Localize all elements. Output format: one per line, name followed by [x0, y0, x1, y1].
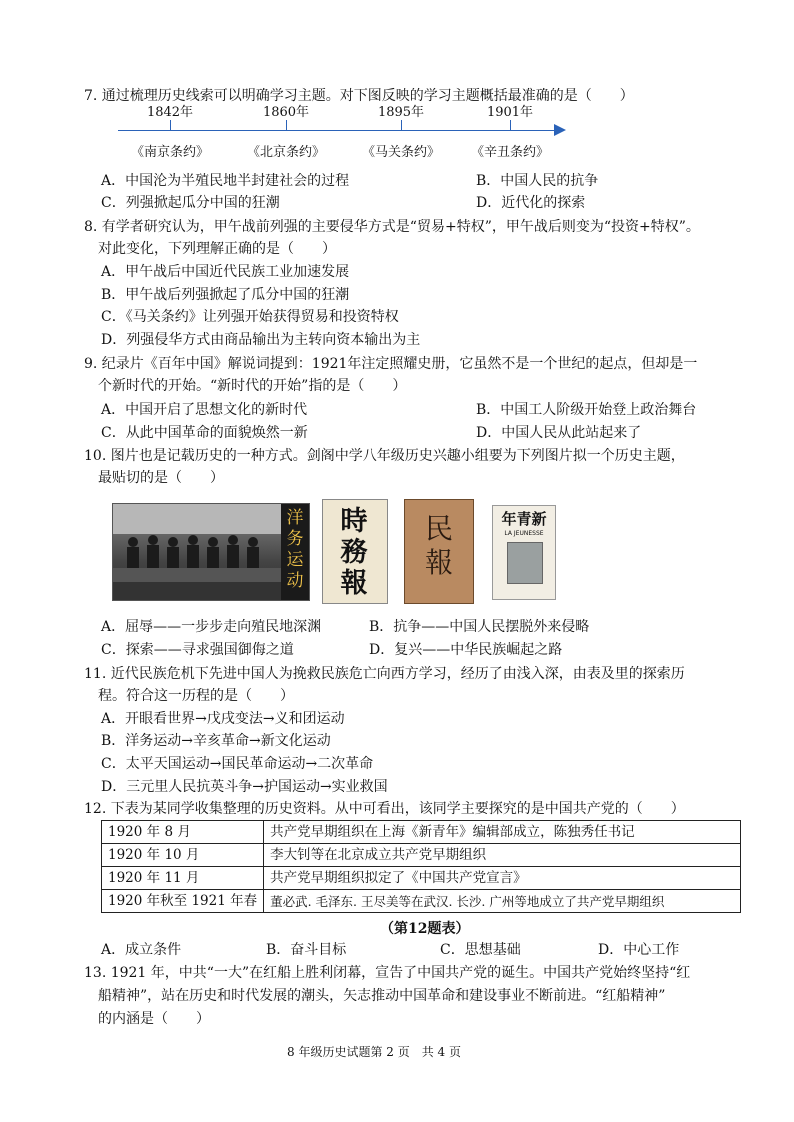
timeline-arrow-icon — [554, 124, 566, 136]
timeline-year: 1860年 — [262, 105, 310, 120]
table-cell-date: 1920 年 8 月 — [102, 821, 264, 844]
q9-stem: 9. 纪录片《百年中国》解说词提到：1921年注定照耀史册，它虽然不是一个世纪的起点，但却是一 — [84, 356, 698, 372]
q8-option-a: A．甲午战后中国近代民族工业加速发展 — [101, 264, 350, 280]
q8-option-b: B．甲午战后列强掀起了瓜分中国的狂潮 — [101, 287, 350, 303]
q12-stem: 12. 下表为某同学收集整理的历史资料。从中可看出，该同学主要探究的是中国共产党的（ ） — [84, 801, 685, 817]
q9-option-a: A．中国开启了思想文化的新时代 — [101, 402, 308, 418]
xinqingnian-cover — [492, 505, 556, 600]
q13-stem: 13. 1921 年，中共“一大”在红船上胜利闭幕，宣告了中国共产党的诞生。中国共产党始终坚持“红 — [84, 965, 691, 981]
photo-figures-icon — [113, 504, 309, 600]
q7-option-b: B．中国人民的抗争 — [476, 173, 599, 189]
table-row — [102, 867, 741, 890]
timeline-tick — [510, 120, 511, 130]
q9-option-b: B．中国工人阶级开始登上政治舞台 — [476, 402, 697, 418]
timeline-tick — [286, 120, 287, 130]
q12-table-caption: （第12题表） — [380, 921, 470, 937]
q13-stem-cont2: 的内涵是（ ） — [98, 1011, 210, 1027]
q7-option-c: C．列强掀起瓜分中国的狂潮 — [101, 195, 280, 211]
q12-option-b: B．奋斗目标 — [266, 942, 347, 958]
q12-option-a: A．成立条件 — [101, 942, 182, 958]
q7-option-a: A．中国沦为半殖民地半封建社会的过程 — [101, 173, 350, 189]
xinqingnian-title: 新青年 — [501, 510, 547, 528]
timeline-axis — [118, 130, 558, 131]
q11-option-b: B．洋务运动→辛亥革命→新文化运动 — [101, 733, 331, 749]
table-cell-event: 李大钊等在北京成立共产党早期组织 — [264, 844, 741, 867]
q7-stem: 7. 通过梳理历史线索可以明确学习主题。对下图反映的学习主题概括最准确的是（ ） — [84, 88, 634, 104]
q11-stem-cont: 程。符合这一历程的是（ ） — [98, 688, 294, 704]
shiwubao-cover — [322, 499, 388, 604]
timeline-treaty: 《辛丑条约》 — [470, 145, 550, 160]
q9-option-c: C．从此中国革命的面貌焕然一新 — [101, 425, 308, 441]
q9-option-d: D．中国人民从此站起来了 — [476, 425, 642, 441]
table-row — [102, 844, 741, 867]
q8-option-d: D．列强侵华方式由商品输出为主转向资本输出为主 — [101, 332, 421, 348]
table-row — [102, 890, 741, 913]
q7-option-d: D．近代化的探索 — [476, 195, 586, 211]
q8-option-c: C．《马关条约》让列强开始获得贸易和投资特权 — [101, 309, 399, 325]
shiwubao-title: 時務報 — [340, 506, 368, 599]
timeline-year: 1895年 — [377, 105, 425, 120]
timeline-year: 1842年 — [146, 105, 194, 120]
table-cell-date: 1920 年秋至 1921 年春 — [102, 890, 264, 913]
timeline-tick — [401, 120, 402, 130]
table-cell-event: 共产党早期组织拟定了《中国共产党宣言》 — [264, 867, 741, 890]
table-cell-date: 1920 年 11 月 — [102, 867, 264, 890]
q10-option-a: A．屈辱——一步步走向殖民地深渊 — [101, 619, 322, 635]
minbao-title: 民報 — [424, 512, 453, 579]
q13-stem-cont: 船精神”，站在历史和时代发展的潮头，矢志推动中国革命和建设事业不断前进。“红船精神” — [98, 988, 666, 1004]
q7-timeline — [110, 106, 570, 166]
timeline-treaty: 《南京条约》 — [130, 145, 210, 160]
xinqingnian-subtitle: LA JEUNESSE — [504, 530, 544, 537]
timeline-treaty: 《北京条约》 — [246, 145, 326, 160]
q12-option-d: D．中心工作 — [598, 942, 680, 958]
portrait-icon — [507, 542, 543, 584]
minbao-cover — [404, 499, 474, 604]
page-footer: 8 年级历史试题第 2 页 共 4 页 — [287, 1045, 461, 1059]
table-cell-date: 1920 年 10 月 — [102, 844, 264, 867]
q8-stem: 8. 有学者研究认为，甲午战前列强的主要侵华方式是“贸易+特权”，甲午战后则变为“投资+特权”。 — [84, 219, 700, 235]
photo-caption: 洋务运动 — [286, 508, 304, 591]
timeline-year: 1901年 — [486, 105, 534, 120]
q11-option-a: A．开眼看世界→戊戌变法→义和团运动 — [101, 711, 345, 727]
yangwu-photo — [112, 503, 310, 601]
q8-stem-cont: 对此变化，下列理解正确的是（ ） — [98, 241, 336, 257]
q10-option-d: D．复兴——中华民族崛起之路 — [369, 642, 563, 658]
q12-option-c: C．思想基础 — [440, 942, 521, 958]
q10-option-c: C．探索——寻求强国御侮之道 — [101, 642, 294, 658]
timeline-tick — [170, 120, 171, 130]
q11-option-d: D．三元里人民抗英斗争→护国运动→实业救国 — [101, 779, 388, 795]
q10-stem-cont: 最贴切的是（ ） — [98, 470, 224, 486]
q10-option-b: B．抗争——中国人民摆脱外来侵略 — [369, 619, 590, 635]
table-row — [102, 821, 741, 844]
q9-stem-cont: 个新时代的开始。“新时代的开始”指的是（ ） — [98, 378, 407, 394]
table-cell-event: 董必武. 毛泽东. 王尽美等在武汉. 长沙. 广州等地成立了共产党早期组织 — [264, 890, 741, 913]
q11-option-c: C．太平天国运动→国民革命运动→二次革命 — [101, 756, 374, 772]
timeline-treaty: 《马关条约》 — [361, 145, 441, 160]
q12-table — [101, 820, 741, 913]
table-cell-event: 共产党早期组织在上海《新青年》编辑部成立，陈独秀任书记 — [264, 821, 741, 844]
q11-stem: 11. 近代民族危机下先进中国人为挽救民族危亡向西方学习，经历了由浅入深，由表及里的探索历 — [84, 666, 685, 682]
q10-stem: 10. 图片也是记载历史的一种方式。剑阁中学八年级历史兴趣小组要为下列图片拟一个历史主题， — [84, 448, 685, 464]
